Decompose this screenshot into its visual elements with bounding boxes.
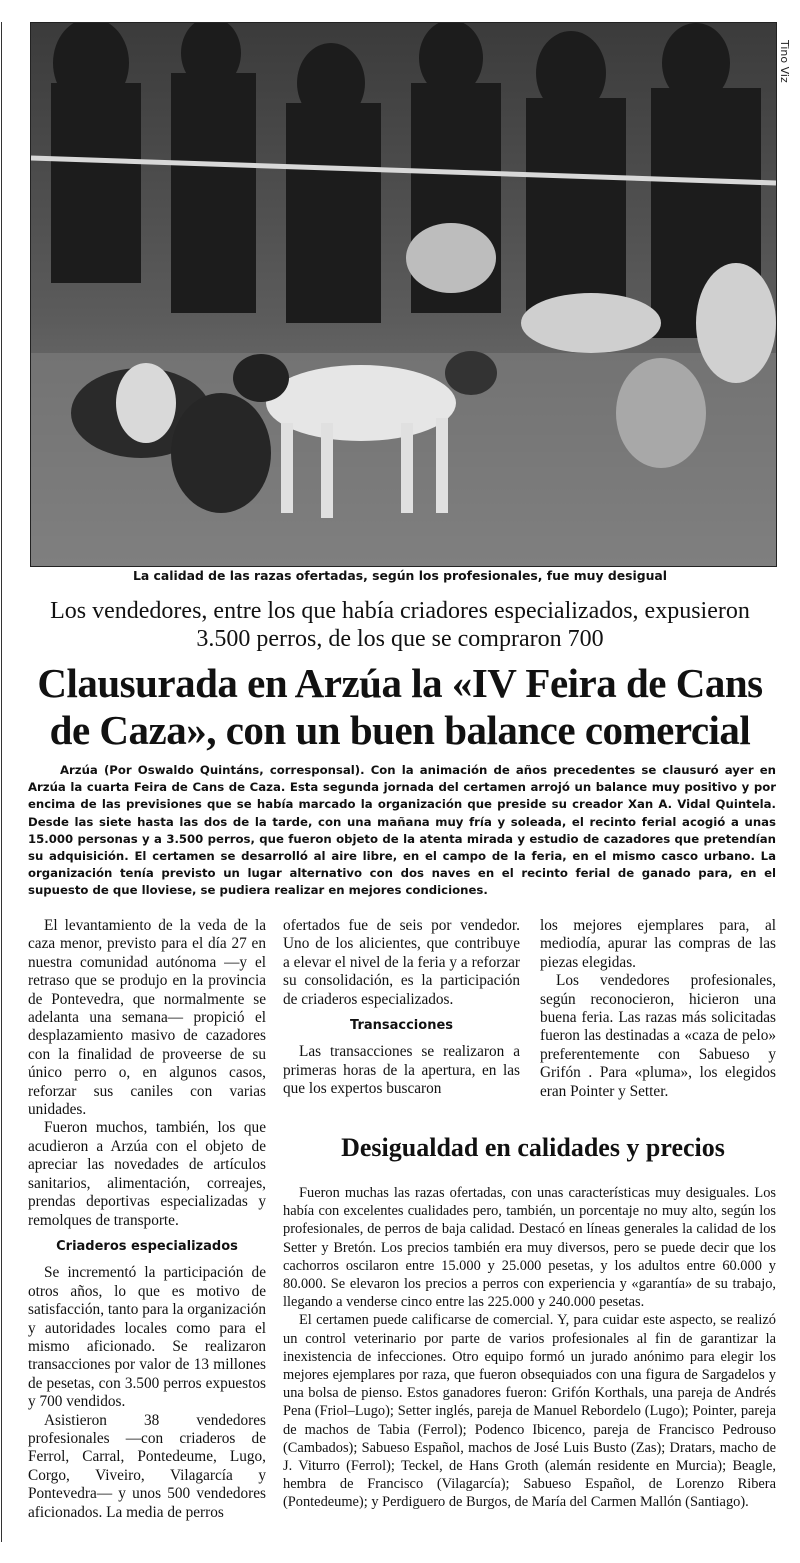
paragraph: El levantamiento de la veda de la caza menor, previsto para el día 27 en nuestra comunidad autónoma —y el retraso que se produjo en la provincia de Pontevedra, que normalmente se adelanta una semana— propició el desplazamiento masivo de cazadores con la finalidad de proveerse de su único perro o, en algunos casos, reforzar sus caniles con varias unidades. — [28, 917, 266, 1119]
article-subhead: Los vendedores, entre los que había criadores especializados, expusieron 3.500 perros, de los que se compraron 700 — [50, 598, 750, 652]
dog-fair-photo-illustration — [31, 23, 776, 566]
section-heading-transacciones: Transacciones — [350, 1018, 453, 1034]
photo-caption: La calidad de las razas ofertadas, según los profesionales, fue muy desigual — [132, 568, 668, 583]
photo-credit: Tino Viz — [778, 40, 791, 83]
section-heading-criaderos: Criaderos especializados — [56, 1238, 238, 1254]
paragraph: los mejores ejemplares para, al mediodía, apurar las compras de las piezas elegidas. — [540, 917, 776, 971]
paragraph: Las transacciones se realizaron a primeras horas de la apertura, en las que los expertos buscaron — [283, 1043, 520, 1098]
paragraph: Fueron muchas las razas ofertadas, con unas características muy desiguales. Los había con excelentes cualidades pero, también, un porcentaje no muy alto, según los profesionales, de perros de baja calidad. Destacó en líneas generales la calidad de los Setter y Bretón. Los precios también era muy diversos, pero se puede decir que los cachorros oscilaron entre 15.000 y 25.000 pesetas, y los adultos entre 60.000 y 80.000. Se elevaron los precios a perros con experiencia y «garantía» de su trabajo, llegando a venderse cinco entre las 225.000 y 240.000 pesetas. — [283, 1185, 776, 1311]
left-margin-rule — [1, 22, 2, 1542]
news-photo — [30, 22, 777, 567]
paragraph: ofertados fue de seis por vendedor. Uno de los alicientes, que contribuye a elevar el nivel de la feria y a reforzar su consolidación, es la participación de criaderos especializados. — [283, 917, 520, 1008]
article-column-3 — [540, 917, 776, 1101]
section-subhead-desigualdad: Desigualdad en calidades y precios — [341, 1133, 725, 1162]
paragraph: Los vendedores profesionales, según reconocieron, hicieron una buena feria. Las razas más solicitadas fueron las destinadas a «caza de pelo» preferentemente con Sabueso y Grifón . Para «pluma», los elegidos eran Pointer y Setter. — [540, 972, 776, 1100]
article-column-4 — [283, 1184, 776, 1512]
article-lead: Arzúa (Por Oswaldo Quintáns, corresponsal). Con la animación de años precedentes se clausuró ayer en Arzúa la cuarta Feira de Cans de Caza. Esta segunda jornada del certamen arrojó un balance muy positivo y por encima de las previsiones que se había marcado la organización que preside su creador Xan A. Vidal Quintela. Desde las siete hasta las dos de la tarde, con una mañana muy fría y soleada, el recinto ferial acogió a unas 15.000 personas y a 3.500 perros, que fueron objeto de la atenta mirada y estudio de cazadores que pretendían su adquisición. El certamen se desarrolló al aire libre, en el campo de la feria, en el mismo casco urbano. La organización tenía previsto un lugar alternativo con dos naves en el recinto ferial de ganado para, en el supuesto de que lloviese, se pudiera realizar en mejores condiciones. — [28, 763, 776, 898]
article-column-2 — [283, 917, 520, 1099]
paragraph: Se incrementó la participación de otros años, lo que es motivo de satisfacción, tanto para la organización y autoridades locales como para el mismo aficionado. Se realizaron transacciones por valor de 13 millones de pesetas, con 3.500 perros expuestos y 700 vendidos. — [28, 1264, 266, 1411]
paragraph: El certamen puede calificarse de comercial. Y, para cuidar este aspecto, se realizó un control veterinario por parte de varios profesionales al fin de garantizar la inexistencia de infecciones. Otro equipo formó un jurado anónimo para elegir los mejores ejemplares por raza, que fueron obsequiados con una figura de Sargadelos y una bolsa de pienso. Estos ganadores fueron: Grifón Korthals, una pareja de Andrés Pena (Friol–Lugo); Setter inglés, pareja de Manuel Rebordelo (Lugo); Pointer, pareja de machos de Tabia (Ferrol); Podenco Ibicenco, pareja de Francisco Pedrouso (Cambados); Sabueso Español, machos de José Luis Busto (Zas); Dratars, macho de J. Viturro (Ferrol); Teckel, de Hans Groth (alemán residente en Murcia); Beagle, hembra de Francisco (Vilagarcía); Sabueso Español, de Lorenzo Ribera (Pontedeume); y Perdiguero de Burgos, de María del Carmen Mallón (Santiago). — [283, 1312, 776, 1511]
article-headline: Clausurada en Arzúa la «IV Feira de Cans de Caza», con un buen balance comercial — [37, 660, 763, 753]
paragraph: Asistieron 38 vendedores profesionales —con criaderos de Ferrol, Carral, Pontedeume, Lugo, Corgo, Viveiro, Vilagarcía y Pontevedra— y unos 500 vendedores aficionados. La media de perros — [28, 1411, 266, 1521]
paragraph: Fueron muchos, también, los que acudieron a Arzúa con el objeto de apreciar las novedades de artículos sanitarios, alimentación, correajes, prendas deportivas especializadas y remolques de transporte. — [28, 1119, 266, 1229]
article-column-1 — [28, 917, 266, 1522]
